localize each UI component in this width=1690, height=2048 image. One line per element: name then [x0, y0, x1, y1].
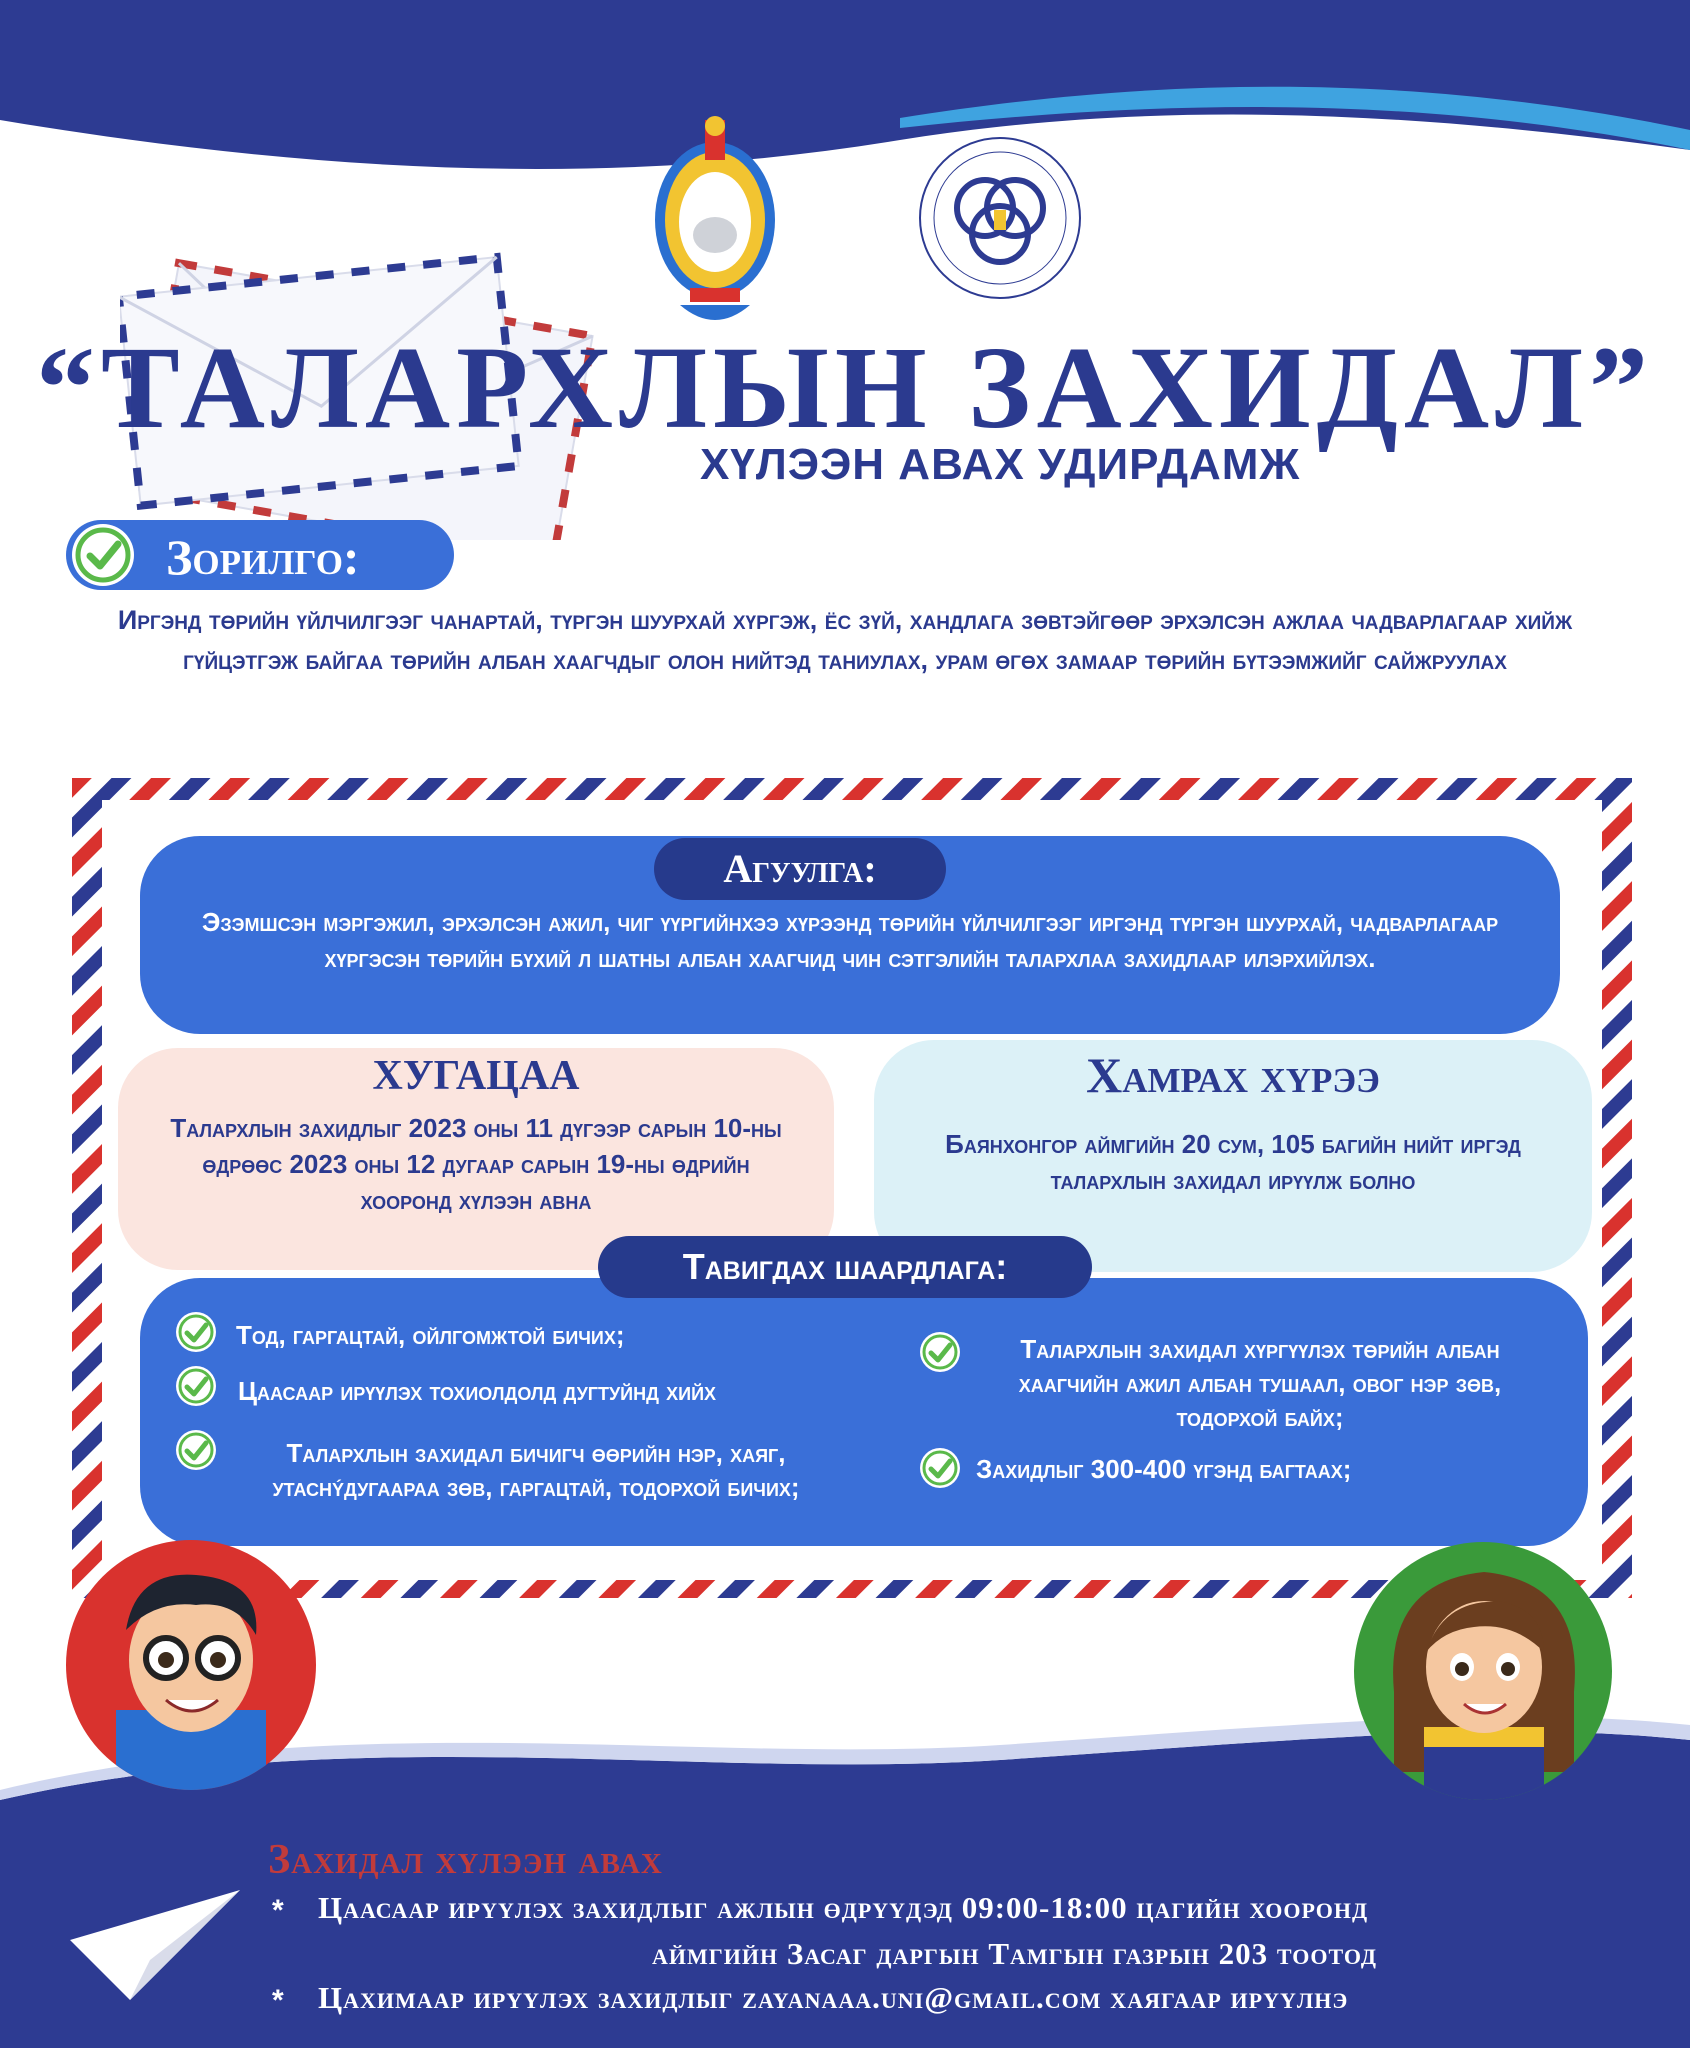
footer-line-email: Цахимаар ирүүлэх захидлыг zayanaaa.uni@gmail.com хаягаар ирүүлнэ	[318, 1980, 1349, 2015]
requirement-item: Цаасаар ирүүлэх тохиолдолд дугтуйнд хийх	[238, 1376, 717, 1406]
content-text: Эзэмшсэн мэргэжил, эрхэлсэн ажил, чиг үүргийнхээ хүрээнд төрийн үйлчилгээг иргэнд түргэн шуурхай, чадварлагаар хүргэсэн төрийн бүхий л шатны албан хаагчид чин сэтгэлийн талархлаа захидлаар илэрхийлэх.	[201, 907, 1499, 973]
check-icon	[176, 1430, 216, 1470]
paper-plane-icon	[60, 1880, 250, 2030]
requirement-item: Талархлын захидал хүргүүлэх төрийн албан хаагчийн ажил албан тушаал, овог нэр зөв, тодорхой байх;	[1018, 1334, 1502, 1432]
page-subtitle: ХҮЛЭЭН АВАХ УДИРДАМЖ	[700, 440, 1301, 489]
deadline-heading: ХУГАЦАА	[372, 1053, 580, 1099]
page-title: “ТАЛАРХЛЫН ЗАХИДАЛ”	[35, 322, 1655, 453]
bullet-star: *	[272, 1894, 284, 1927]
bayankhongor-emblem-icon	[650, 110, 780, 322]
footer-line-paper: Цаасаар ирүүлэх захидлыг ажлын өдрүүдэд 09:00-18:00 цагийн хооронд	[318, 1890, 1369, 1925]
bullet-star: *	[272, 1984, 284, 2017]
goal-heading: Зорилго:	[166, 529, 360, 585]
goal-check-icon	[72, 524, 134, 586]
footer-line-paper-address: аймгийн Засаг даргын Тамгын газрын 203 тоотод	[652, 1936, 1377, 1971]
girl-avatar	[1354, 1542, 1612, 1800]
footer-heading: Захидал хүлээн авах	[268, 1837, 663, 1883]
requirement-item: Тод, гаргацтай, ойлгомжтой бичих;	[236, 1320, 625, 1350]
requirements-heading: Тавигдах шаардлага:	[598, 1236, 1092, 1298]
check-icon	[176, 1312, 216, 1352]
goal-text: Иргэнд төрийн үйлчилгээг чанартай, түргэн шуурхай хүргэж, ёс зүй, хандлага зөвтэйгөөр эрхэлсэн ажлаа чадварлагаар хийж гүйцэтгэж байгаа төрийн албан хаагчдыг олон нийтэд таниулах, урам өгөх замаар төрийн бүтээмжийг сайжруулах	[117, 605, 1573, 675]
check-icon	[920, 1448, 960, 1488]
scope-heading: Хамрах хүрээ	[1086, 1047, 1380, 1103]
content-heading: Агуулга:	[654, 838, 946, 900]
check-icon	[920, 1332, 960, 1372]
civil-service-council-logo-icon	[900, 128, 1100, 308]
deadline-text: Талархлын захидлыг 2023 оны 11 дүгээр сарын 10-ны өдрөөс 2023 оны 12 дугаар сарын 19-ны өдрийн хооронд хүлээн авна	[170, 1113, 782, 1215]
check-icon	[176, 1366, 216, 1406]
requirement-item: Захидлыг 300-400 үгэнд багтаах;	[976, 1454, 1352, 1484]
requirement-item: Талархлын захидал бичигч өөрийн нэр, хаяг, утаснýдугаараа зөв, гаргацтай, тодорхой бичих;	[272, 1438, 800, 1502]
scope-text: Баянхонгор аймгийн 20 сум, 105 багийн нийт иргэд талархлын захидал ирүүлж болно	[945, 1129, 1521, 1195]
boy-avatar	[66, 1540, 316, 1790]
